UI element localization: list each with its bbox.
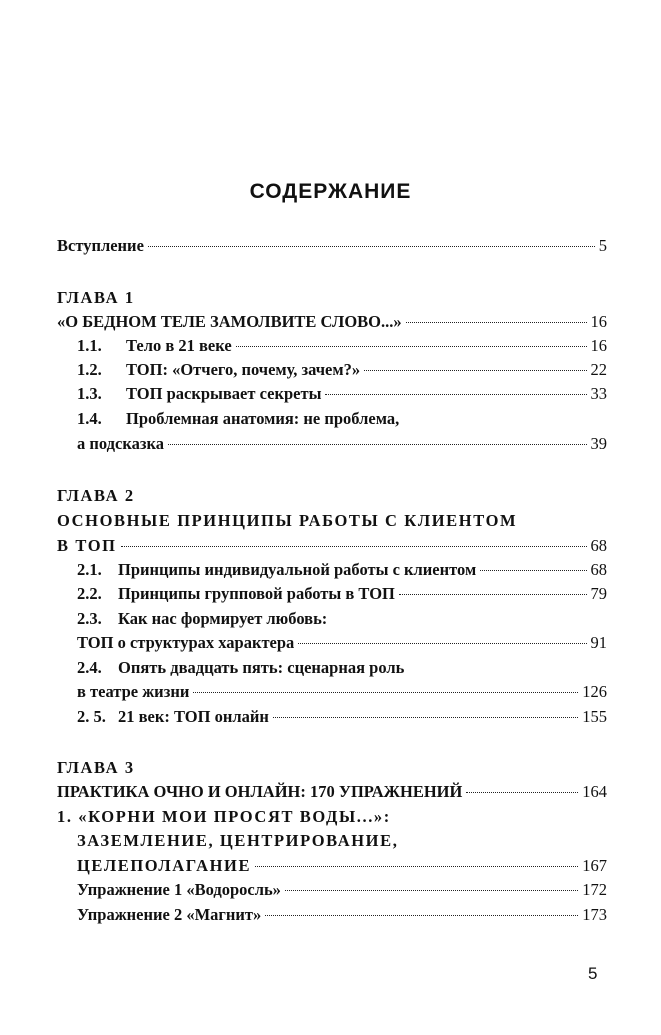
toc-page-number: 79 <box>590 584 607 603</box>
dot-leader <box>480 570 586 571</box>
toc-entry-1-3[interactable] <box>77 382 607 406</box>
toc-entry-part-1[interactable] <box>77 854 607 878</box>
toc-page-number: 22 <box>590 360 607 379</box>
section-number: 2.4. <box>77 658 102 677</box>
toc-entry-text: Проблемная анатомия: не проблема, <box>126 409 400 428</box>
toc-entry-text: ТОП: «Отчего, почему, зачем?» <box>126 360 361 379</box>
toc-page-number: 173 <box>582 905 607 924</box>
page-title: СОДЕРЖАНИЕ <box>249 180 412 203</box>
toc-page-number: 68 <box>590 536 607 555</box>
toc-entry-2-4-cont[interactable] <box>77 680 607 704</box>
section-number: 2. 5. <box>77 707 106 726</box>
toc-entry-text: в театре жизни <box>77 682 190 701</box>
toc-entry-chapter-1[interactable] <box>57 310 607 334</box>
toc-entry-2-3-cont[interactable] <box>77 631 607 655</box>
toc-page-number: 5 <box>598 236 607 255</box>
toc-page-number: 68 <box>590 560 607 579</box>
toc-page-number: 164 <box>582 782 607 801</box>
dot-leader <box>168 444 587 445</box>
toc-entry-text: ТОП о структурах характера <box>77 633 295 652</box>
chapter-1-heading: ГЛАВА 1 <box>57 288 135 307</box>
page-number: 5 <box>588 964 598 983</box>
toc-entry-text: 21 век: ТОП онлайн <box>118 707 269 726</box>
toc-page-number: 167 <box>582 856 607 875</box>
toc-entry-2-3[interactable] <box>77 607 607 631</box>
toc-page-number: 91 <box>590 633 607 652</box>
toc-entry-text: а подсказка <box>77 434 164 453</box>
chapter-2-heading: ГЛАВА 2 <box>57 486 135 505</box>
section-number: 2.3. <box>77 609 102 628</box>
dot-leader <box>193 692 578 693</box>
toc-entry-text: ТОП раскрывает секреты <box>126 384 322 403</box>
toc-page-number: 16 <box>590 336 607 355</box>
dot-leader <box>466 792 578 793</box>
toc-entry-2-5[interactable] <box>77 705 607 729</box>
dot-leader <box>236 346 587 347</box>
toc-entry-text: ЦЕЛЕПОЛАГАНИЕ <box>77 856 252 875</box>
toc-entry-1-1[interactable] <box>77 334 607 358</box>
dot-leader <box>399 594 587 595</box>
section-number: 2.2. <box>77 584 102 603</box>
chapter-3-heading: ГЛАВА 3 <box>57 758 135 777</box>
dot-leader <box>273 717 578 718</box>
toc-page-number: 155 <box>582 707 607 726</box>
toc-entry-2-4[interactable] <box>77 656 607 680</box>
dot-leader <box>285 890 578 891</box>
toc-entry-chapter-3[interactable] <box>57 780 607 804</box>
section-number: 1.2. <box>77 360 102 379</box>
dot-leader <box>265 915 578 916</box>
section-number: 2.1. <box>77 560 102 579</box>
toc-entry-intro[interactable] <box>57 234 607 258</box>
section-number: 1.4. <box>77 409 102 428</box>
toc-entry-text: Тело в 21 веке <box>126 336 232 355</box>
toc-entry-text: Упражнение 2 «Магнит» <box>77 905 262 924</box>
toc-entry-exercise-1[interactable] <box>77 878 607 902</box>
section-number: 1.1. <box>77 336 102 355</box>
toc-entry-text: Как нас формирует любовь: <box>118 609 328 628</box>
toc-entry-text: В ТОП <box>57 536 117 555</box>
toc-page-number: 39 <box>590 434 607 453</box>
toc-entry-chapter-2[interactable] <box>57 534 607 558</box>
toc-entry-text: «О БЕДНОМ ТЕЛЕ ЗАМОЛВИТЕ СЛОВО...» <box>57 312 402 331</box>
toc-entry-text: Вступление <box>57 236 144 255</box>
part-1-title-line-1: 1. «КОРНИ МОИ ПРОСЯТ ВОДЫ...»: <box>57 807 391 826</box>
toc-page-number: 33 <box>590 384 607 403</box>
toc-page-number: 16 <box>590 312 607 331</box>
dot-leader <box>121 546 587 547</box>
toc-entry-text: Упражнение 1 «Водоросль» <box>77 880 281 899</box>
section-number: 1.3. <box>77 384 102 403</box>
dot-leader <box>364 370 586 371</box>
toc-entry-text: ПРАКТИКА ОЧНО И ОНЛАЙН: 170 УПРАЖНЕНИЙ <box>57 782 463 801</box>
dot-leader <box>325 394 586 395</box>
part-1-title-line-2: ЗАЗЕМЛЕНИЕ, ЦЕНТРИРОВАНИЕ, <box>77 831 399 850</box>
toc-entry-text: Принципы индивидуальной работы с клиентом <box>118 560 477 579</box>
toc-entry-2-2[interactable] <box>77 582 607 606</box>
chapter-2-title: ОСНОВНЫЕ ПРИНЦИПЫ РАБОТЫ С КЛИЕНТОМ <box>57 511 518 530</box>
dot-leader <box>298 643 586 644</box>
toc-entry-1-4[interactable] <box>77 407 607 431</box>
toc-entry-1-4-cont[interactable] <box>77 432 607 456</box>
toc-entry-2-1[interactable] <box>77 558 607 582</box>
dot-leader <box>148 246 595 247</box>
toc-entry-1-2[interactable] <box>77 358 607 382</box>
toc-entry-exercise-2[interactable] <box>77 903 607 927</box>
dot-leader <box>406 322 587 323</box>
toc-entry-text: Принципы групповой работы в ТОП <box>118 584 395 603</box>
dot-leader <box>255 866 578 867</box>
toc-page-number: 126 <box>582 682 607 701</box>
toc-page-number: 172 <box>582 880 607 899</box>
toc-entry-text: Опять двадцать пять: сценарная роль <box>118 658 405 677</box>
